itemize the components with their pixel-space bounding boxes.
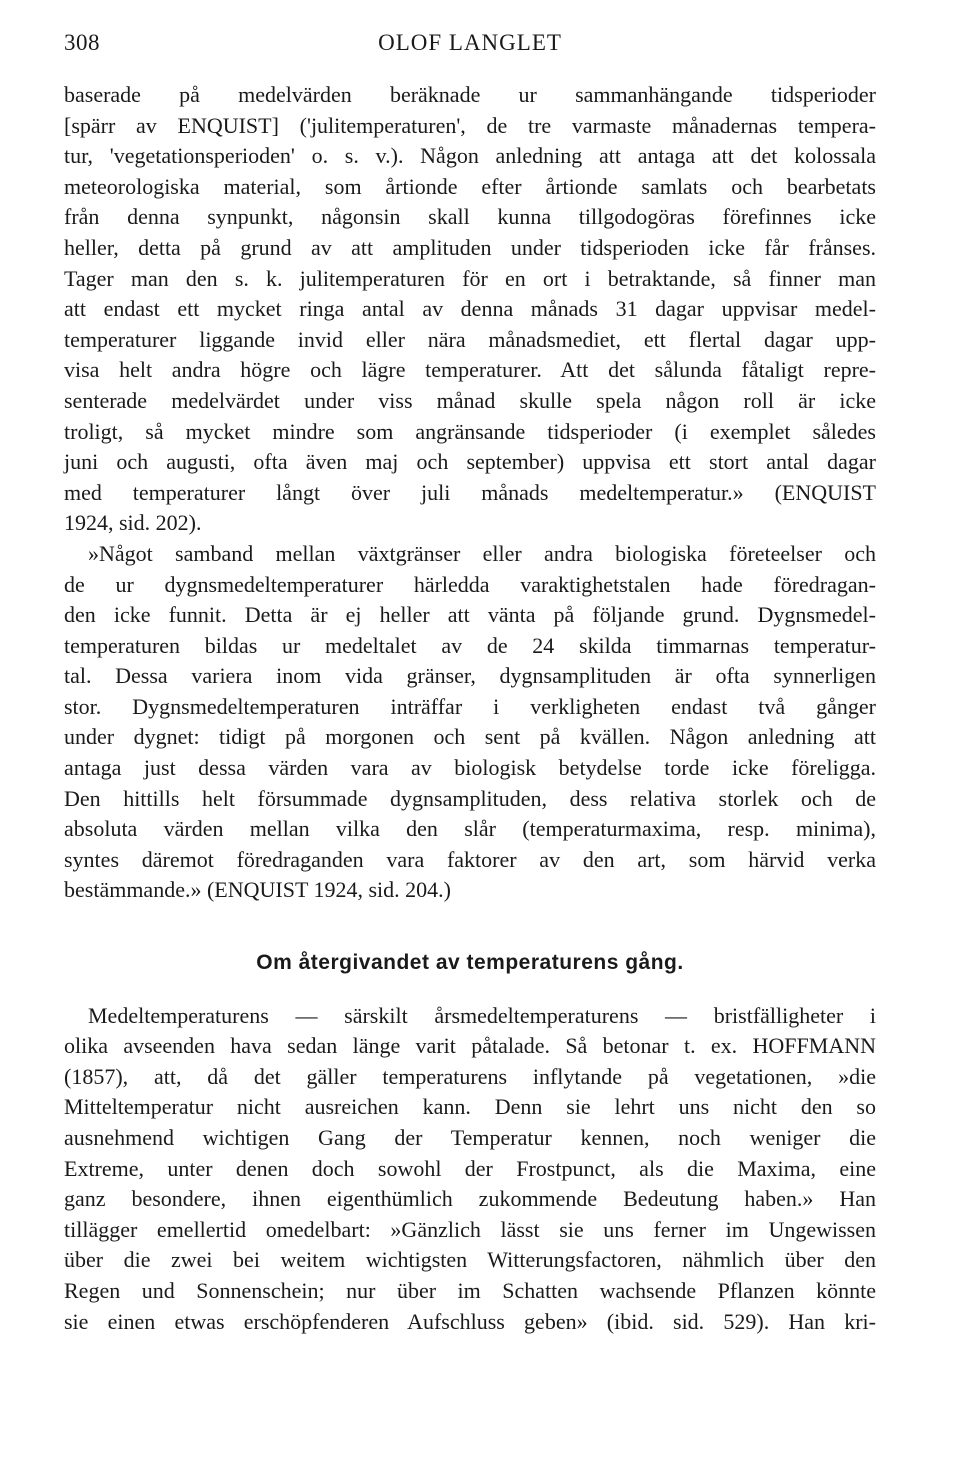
text-line: antaga just dessa värden vara av biologisk betydelse torde icke föreligga.	[64, 755, 876, 781]
text-line: meteorologiska material, som årtionde efter årtionde samlats och bearbetats	[64, 173, 876, 199]
text-line: Regen und Sonnenschein; nur über im Schatten wachsende Pflanzen könnte	[64, 1277, 876, 1303]
text-line: absoluta värden mellan vilka den slår (temperaturmaxima, resp. minima),	[64, 816, 876, 842]
text-line: baserade på medelvärden beräknade ur sammanhängande tidsperioder	[64, 82, 876, 107]
text-line: Tager man den s. k. julitemperaturen för en ort i betraktande, så finner man	[64, 265, 876, 291]
text-line: temperaturer liggande invid eller nära månadsmediet, ett flertal dagar upp-	[64, 326, 876, 352]
text-line: Medeltemperaturens — särskilt årsmedeltemperaturens — bristfälligheter i	[88, 1002, 876, 1028]
text-line: under dygnet: tidigt på morgonen och sent på kvällen. Någon anledning att	[64, 724, 876, 750]
text-line: ganz besondere, ihnen eigenthümlich zukommende Bedeutung haben.» Han	[64, 1186, 876, 1212]
text-line: troligt, så mycket mindre som angränsande tidsperioder (i exemplet således	[64, 418, 876, 444]
text-line: med temperaturer långt över juli månads medeltemperatur.» (ENQUIST	[64, 479, 876, 505]
text-line: (1857), att, då det gäller temperaturens inflytande på vegetationen, »die	[64, 1063, 876, 1089]
text-line: heller, detta på grund av att amplituden under tidsperioden icke får frånses.	[64, 234, 876, 260]
text-line: olika avseenden hava sedan länge varit påtalade. Så betonar t. ex. HOFFMANN	[64, 1033, 876, 1059]
page-number: 308	[64, 30, 100, 55]
paragraph-medeltemperatur	[64, 1001, 876, 1338]
text-line: 1924, sid. 202).	[64, 510, 202, 536]
text-line: Extreme, unter denen doch sowohl der Frostpunct, als die Maxima, eine	[64, 1155, 876, 1181]
text-line: senterade medelvärdet under viss månad skulle spela någon roll är icke	[64, 387, 876, 413]
text-line: bestämmande.» (ENQUIST 1924, sid. 204.)	[64, 877, 451, 903]
text-line: syntes däremot föredraganden vara faktorer av den art, som härvid verka	[64, 846, 876, 872]
text-line: de ur dygnsmedeltemperaturer härledda varaktighetstalen hade föredragan-	[64, 571, 876, 597]
text-line: från denna synpunkt, någonsin skall kunna tillgodogöras förefinnes icke	[64, 204, 876, 230]
text-line: visa helt andra högre och lägre temperaturer. Att det sålunda fåtaligt repre-	[64, 357, 876, 383]
text-line: temperaturen bildas ur medeltalet av de 24 skilda timmarnas temperatur-	[64, 632, 876, 658]
text-line: Mitteltemperatur nicht ausreichen kann. Denn sie lehrt uns nicht den so	[64, 1094, 876, 1120]
book-page	[64, 30, 876, 1337]
body-text	[64, 80, 876, 1337]
text-line: tal. Dessa variera inom vida gränser, dygnsamplituden är ofta synnerligen	[64, 663, 876, 689]
text-line: [spärr av ENQUIST] ('julitemperaturen', de tre varmaste månadernas tempera-	[64, 112, 876, 138]
text-line: sie einen etwas erschöpfenderen Aufschluss geben» (ibid. sid. 529). Han kri-	[64, 1308, 876, 1334]
paragraph-dygnsmedel	[64, 539, 876, 906]
running-head	[64, 30, 876, 70]
text-line: »Något samband mellan växtgränser eller andra biologiska företeelser och	[88, 540, 876, 566]
section-heading: Om återgivandet av temperaturens gång.	[256, 951, 684, 975]
author-header: OLOF LANGLET	[378, 30, 562, 55]
text-line: den icke funnit. Detta är ej heller att vänta på följande grund. Dygnsmedel-	[64, 602, 876, 628]
text-line: Den hittills helt försummade dygnsamplituden, dess relativa storlek och de	[64, 785, 876, 811]
text-line: ausnehmend wichtigen Gang der Temperatur kennen, noch weniger die	[64, 1125, 876, 1150]
text-line: tur, 'vegetationsperioden' o. s. v.). Någon anledning att antaga att det kolossala	[64, 143, 876, 169]
text-line: tillägger emellertid omedelbart: »Gänzlich lässt sie uns ferner im Ungewissen	[64, 1216, 876, 1242]
text-line: att endast ett mycket ringa antal av denna månads 31 dagar uppvisar medel-	[64, 296, 876, 322]
text-line: über die zwei bei weitem wichtigsten Witterungsfactoren, nähmlich über den	[64, 1247, 876, 1273]
text-line: juni och augusti, ofta även maj och september) uppvisa ett stort antal dagar	[64, 449, 876, 475]
paragraph-quote-enquist	[64, 80, 876, 539]
text-line: stor. Dygnsmedeltemperaturen inträffar i verkligheten endast två gånger	[64, 693, 876, 719]
